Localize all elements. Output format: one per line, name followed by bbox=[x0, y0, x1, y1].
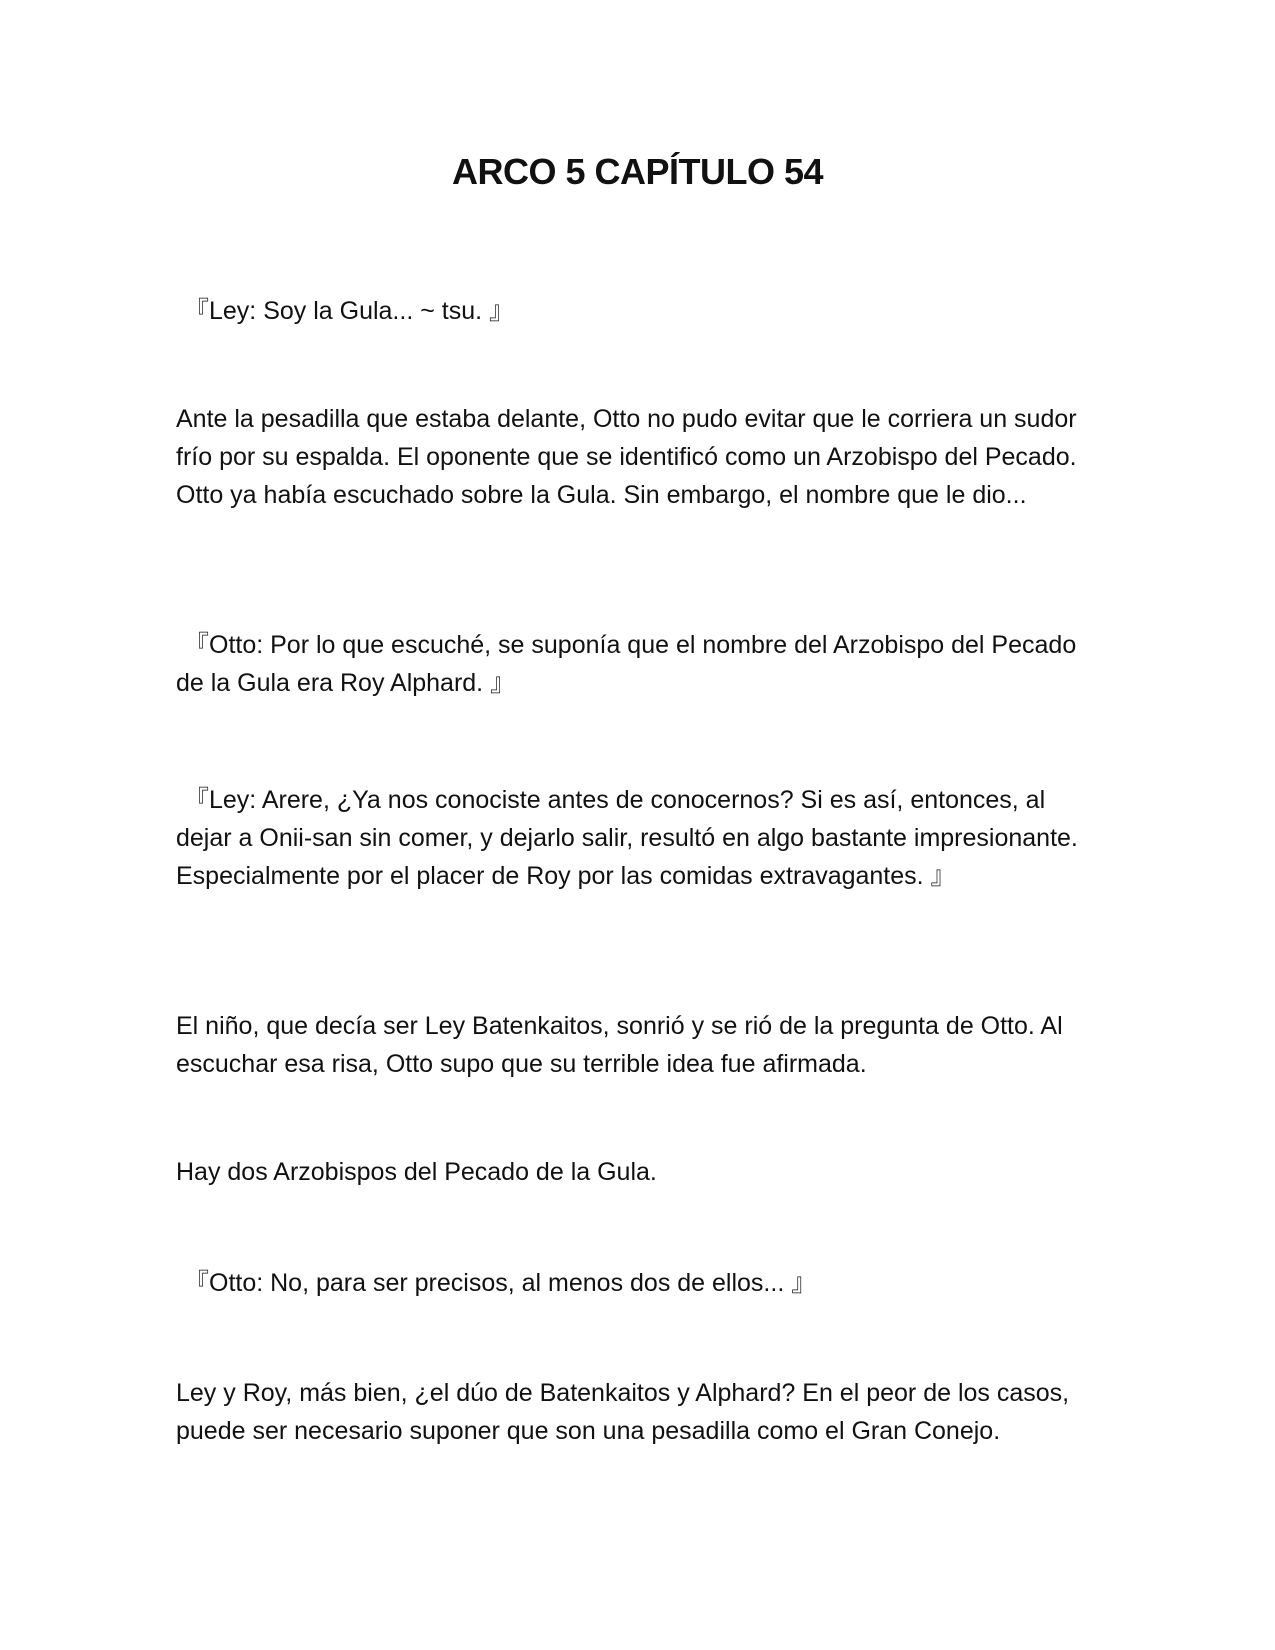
paragraph-dialogue-ley-2: 『Ley: Arere, ¿Ya nos conociste antes de conocernos? Si es así, entonces, al dejar a Onii-san sin comer, y dejarlo salir, resultó en algo bastante impresionante. Especialmente por el placer de Roy por las comidas extravagantes. 』 bbox=[176, 786, 1078, 890]
chapter-title: ARCO 5 CAPÍTULO 54 bbox=[451, 151, 824, 192]
paragraph-narration-4: Ley y Roy, más bien, ¿el dúo de Batenkaitos y Alphard? En el peor de los casos, puede ser necesario suponer que son una pesadilla como el Gran Conejo. bbox=[176, 1379, 1070, 1445]
paragraph-narration-2: El niño, que decía ser Ley Batenkaitos, sonrió y se rió de la pregunta de Otto. Al escuchar esa risa, Otto supo que su terrible idea fue afirmada. bbox=[176, 1012, 1063, 1078]
paragraph-narration-1: Ante la pesadilla que estaba delante, Otto no pudo evitar que le corriera un sudor frío por su espalda. El oponente que se identificó como un Arzobispo del Pecado. Otto ya había escuchado sobre la Gula. Sin embargo, el nombre que le dio... bbox=[176, 405, 1077, 509]
paragraph-narration-3: Hay dos Arzobispos del Pecado de la Gula. bbox=[176, 1158, 657, 1186]
paragraph-dialogue-otto-1: 『Otto: Por lo que escuché, se suponía que el nombre del Arzobispo del Pecado de la Gula era Roy Alphard. 』 bbox=[176, 631, 1077, 697]
paragraph-dialogue-ley-1: 『Ley: Soy la Gula... ~ tsu. 』 bbox=[184, 297, 515, 325]
paragraph-dialogue-otto-2: 『Otto: No, para ser precisos, al menos dos de ellos... 』 bbox=[184, 1269, 817, 1297]
